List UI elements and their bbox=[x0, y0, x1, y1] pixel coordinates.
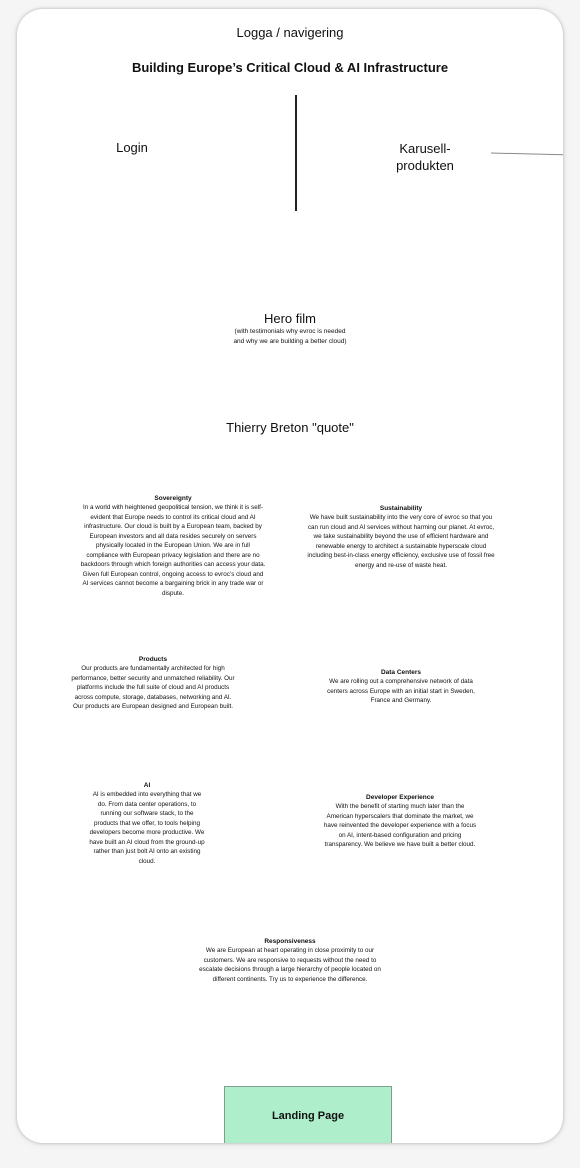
hero-film-subtitle: (with testimonials why evroc is needed and why we are building a better cloud) bbox=[233, 328, 347, 345]
landing-page-node[interactable] bbox=[224, 1086, 392, 1143]
section-body: With the benefit of starting much later than the American hyperscalers that dominate the market, we have reinvented the developer experience with a focus on AI, intent-based configuration and pricing transparency. We believe we have built a better cloud. bbox=[323, 803, 477, 848]
section-title: AI bbox=[143, 782, 151, 789]
login-placeholder: Login bbox=[116, 140, 148, 155]
section-data-centers bbox=[324, 668, 478, 706]
section-body: AI is embedded into everything that we do. From data center operations, to running our software stack, to the products that we offer, to tools helping developers become more productive. We have built an AI cloud from the ground-up rather than just bolt AI onto an existing cloud. bbox=[89, 791, 205, 865]
wireframe-canvas bbox=[17, 9, 563, 1143]
section-body: Our products are fundamentally architected for high performance, better security and unmatched reliability. Our platforms include the full suite of cloud and AI products across compute, storage, databases, networking and AI. Our products are European designed and European built. bbox=[71, 665, 235, 710]
section-ai bbox=[89, 781, 205, 866]
section-products bbox=[70, 655, 236, 712]
section-body: We are European at heart operating in close proximity to our customers. We are responsive to requests without the need to escalate decisions through a large hierarchy of people located on different continents. Try us to experience the difference. bbox=[199, 947, 381, 983]
section-title: Products bbox=[138, 656, 168, 663]
section-developer-experience bbox=[323, 793, 477, 850]
section-sustainability bbox=[306, 504, 496, 570]
section-title: Developer Experience bbox=[366, 794, 434, 801]
landing-page-label: Landing Page bbox=[271, 1110, 345, 1122]
carousel-label-line2: produkten bbox=[396, 158, 454, 173]
page-headline: Building Europe’s Critical Cloud & AI Infrastructure bbox=[131, 60, 449, 75]
section-body: We have built sustainability into the very core of evroc so that you can run cloud and AI services without harming our planet. At evroc, we take sustainability beyond the use of efficient hardware and renewable energy to architect a sustainable hyperscale cloud including best-in-class energy efficiency, exclusive use of fossil free energy and re-use of waste heat. bbox=[307, 514, 495, 569]
section-sovereignty bbox=[80, 494, 266, 598]
section-title: Data Centers bbox=[380, 669, 422, 676]
carousel-label-line1: Karusell- bbox=[399, 141, 451, 156]
section-body: In a world with heightened geopolitical tension, we think it is self-evident that Europe needs to control its critical cloud and AI infrastructure. Our cloud is built by a European team, backed by European investors and all data resides securely on servers physically located in the European Union. We are in full compliance with European privacy legislation and there are no backdoors through which foreign authorities can access your data. Given full European control, ongoing access to evroc’s cloud and AI services cannot become a bargaining brick in any trade war or dispute. bbox=[80, 504, 266, 597]
section-title: Sustainability bbox=[379, 505, 423, 512]
connector-line bbox=[491, 152, 563, 154]
section-body: We are rolling out a comprehensive network of data centers across Europe with an initial start in Sweden, France and Germany. bbox=[327, 678, 475, 704]
section-responsiveness bbox=[194, 937, 386, 984]
hero-film-title: Hero film bbox=[263, 311, 316, 326]
section-title: Sovereignty bbox=[154, 495, 192, 502]
nav-placeholder: Logga / navigering bbox=[236, 25, 344, 40]
carousel-placeholder bbox=[375, 140, 475, 174]
quote-placeholder: Thierry Breton "quote" bbox=[226, 420, 354, 435]
section-title: Responsiveness bbox=[264, 938, 316, 945]
divider-line bbox=[295, 95, 297, 211]
